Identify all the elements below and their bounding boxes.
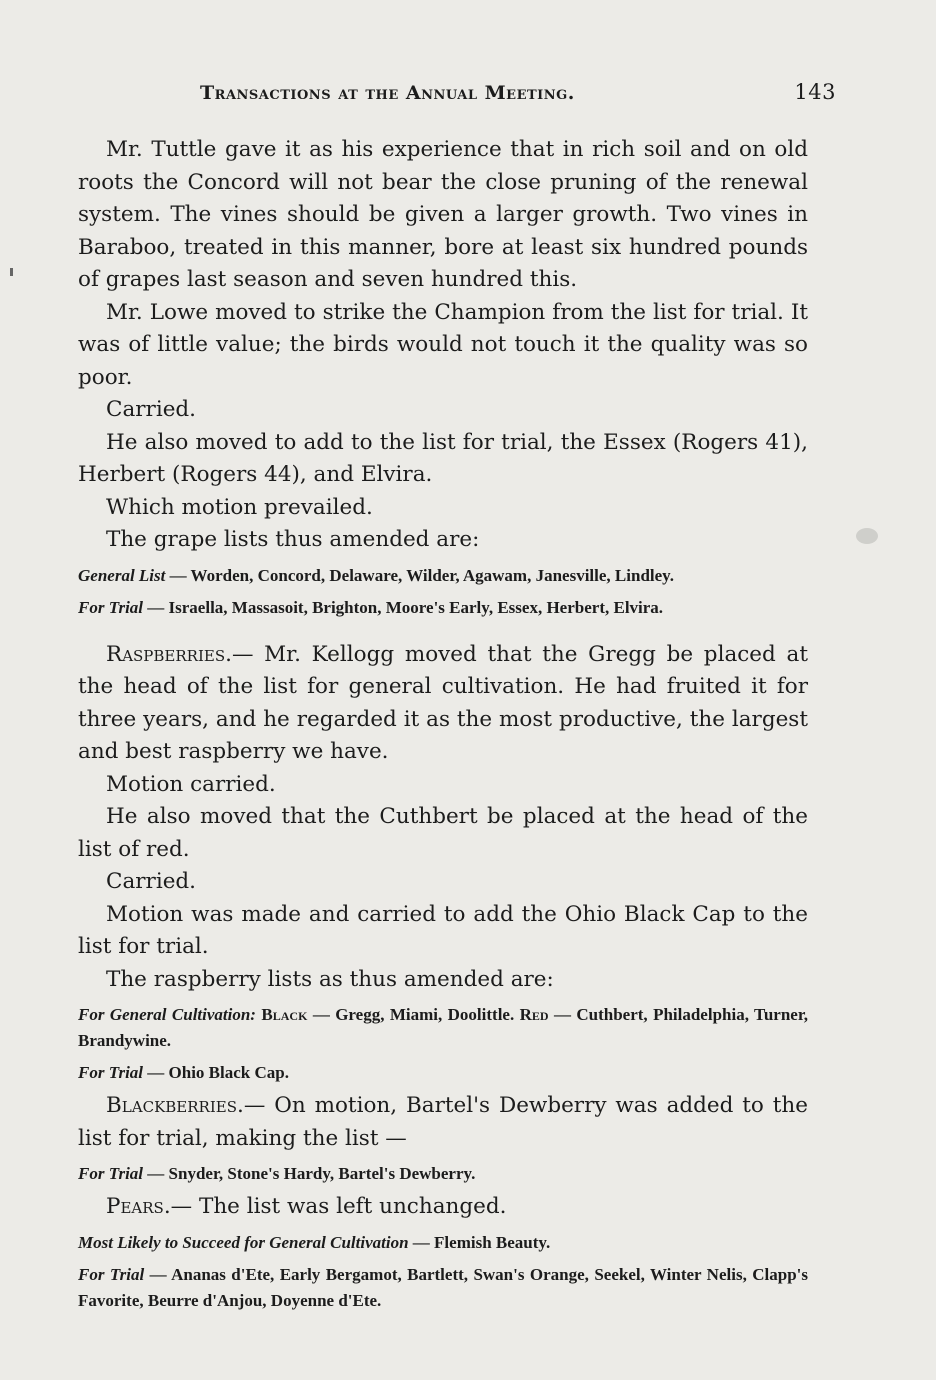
paragraph: Mr. Lowe moved to strike the Champion from the list for trial. It was of little value; the birds would not touch it the quality was so poor. — [78, 299, 808, 390]
list-items: — Worden, Concord, Delaware, Wilder, Agawam, Janesville, Lindley. — [169, 565, 674, 585]
paragraph: He also moved to add to the list for trial, the Essex (Rogers 41), Herbert (Rogers 44), and Elvira. — [78, 429, 808, 487]
list-label: Most Likely to Succeed for General Cultivation — [78, 1232, 409, 1252]
list-items: — Cuthbert, Philadelphia, Turner, Brandywine. — [78, 1005, 809, 1050]
paragraph: Mr. Tuttle gave it as his experience that in rich soil and on old roots the Concord will not bear the close pruning of the renewal system. The vines should be given a larger growth. Two vines in Baraboo, treated in this manner, bore at least six hundred pounds of grapes last season and seven hundred this. — [78, 137, 808, 292]
paragraph — [78, 1191, 808, 1224]
paragraph: The grape lists thus amended are: — [106, 527, 480, 552]
list-items: — Flemish Beauty. — [412, 1232, 551, 1252]
page-number: 143 — [794, 80, 836, 104]
paragraph-text: — On motion, Bartel's Dewberry was added to the list for trial, making the list — — [78, 1093, 808, 1151]
margin-mark — [10, 268, 13, 276]
list-items: — Ohio Black Cap. — [147, 1063, 289, 1082]
header-title: Transactions at the Annual Meeting. — [200, 82, 575, 104]
paragraph — [78, 639, 808, 769]
paragraph: Motion carried. — [106, 771, 276, 797]
blackberry-trial-list — [78, 1161, 808, 1187]
grape-trial-list — [78, 595, 808, 621]
running-header — [200, 74, 836, 114]
list-label: General List — [78, 565, 166, 585]
list-items: — Gregg, Miami, Doolittle. — [312, 1005, 515, 1024]
list-label: For Trial — [78, 597, 144, 617]
grape-general-list — [78, 563, 808, 589]
list-label: For Trial — [78, 1164, 144, 1183]
pear-trial-list — [78, 1262, 808, 1314]
list-items: — Ananas d'Ete, Early Bergamot, Bartlett, Swan's Orange, Seekel, Winter Nelis, Clapp's Favorite, Beurre d'Anjou, Doyenne d'Ete. — [78, 1264, 808, 1310]
paragraph — [78, 1090, 808, 1155]
raspberry-trial-list — [78, 1060, 808, 1086]
paragraph: The raspberry lists as thus amended are: — [106, 966, 554, 992]
paragraph: Carried. — [106, 869, 197, 894]
list-sublabel: Red — [519, 1005, 549, 1024]
list-label: For Trial — [78, 1063, 144, 1082]
list-label: For General Cultivation: — [78, 1005, 256, 1024]
list-sublabel: Black — [261, 1005, 308, 1024]
paragraph-text: — Mr. Kellogg moved that the Gregg be placed at the head of the list for general cultivation. He had fruited it for three years, and he regarded it as the most productive, the largest and best raspberry we have. — [78, 641, 808, 764]
raspberry-general-list — [78, 1002, 808, 1054]
section-heading: Blackberries. — [106, 1093, 244, 1118]
ink-blot — [856, 528, 878, 544]
list-label: For Trial — [78, 1264, 145, 1284]
list-items: — Israella, Massasoit, Brighton, Moore's Early, Essex, Herbert, Elvira. — [147, 597, 664, 617]
list-items: — Snyder, Stone's Hardy, Bartel's Dewberry. — [147, 1164, 476, 1183]
section-heading: Raspberries. — [106, 641, 232, 667]
paragraph: He also moved that the Cuthbert be placed at the head of the list of red. — [78, 804, 808, 862]
page-body — [78, 134, 808, 1318]
paragraph-text: — The list was left unchanged. — [170, 1194, 507, 1219]
pear-likely-list — [78, 1230, 808, 1256]
paragraph: Carried. — [106, 397, 197, 422]
section-heading: Pears. — [106, 1194, 171, 1219]
paragraph: Which motion prevailed. — [106, 494, 373, 520]
paragraph: Motion was made and carried to add the Ohio Black Cap to the list for trial. — [78, 901, 808, 959]
